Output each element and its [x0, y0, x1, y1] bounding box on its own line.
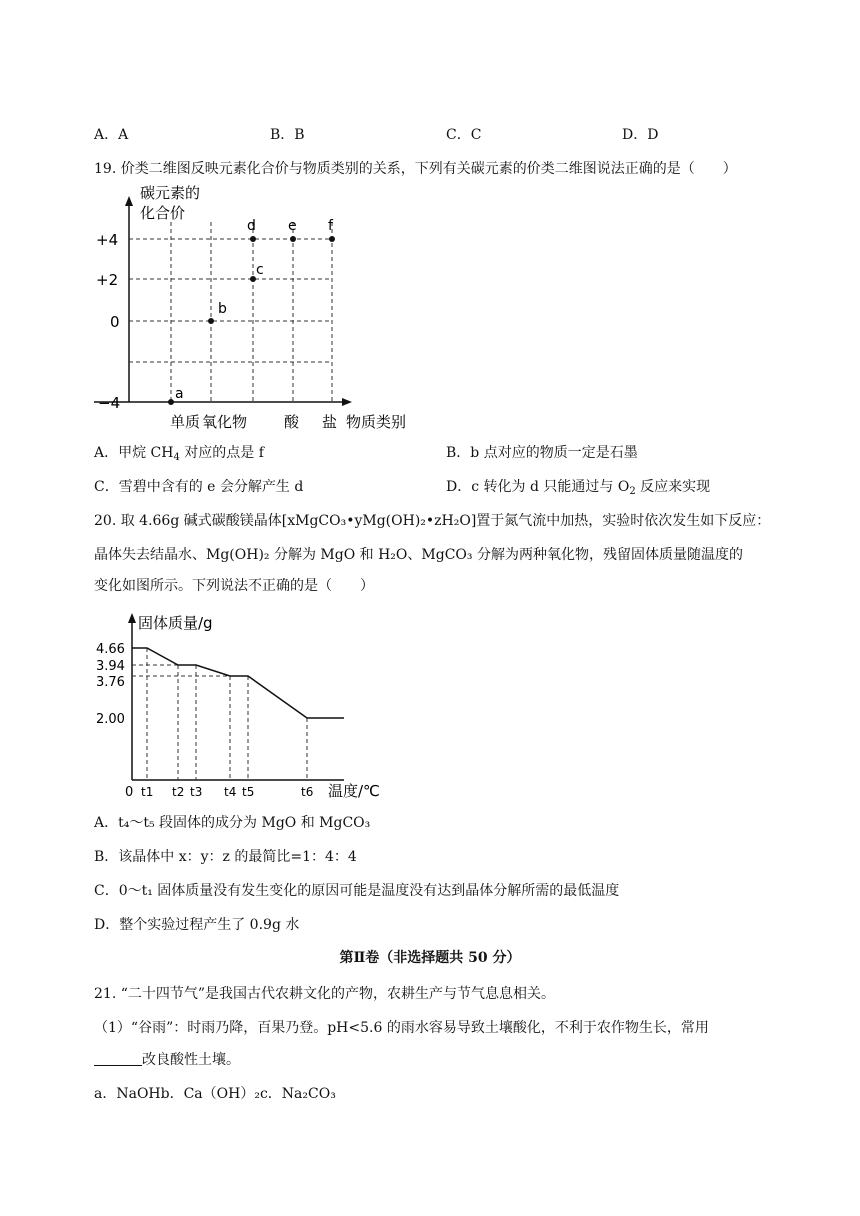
q19-ytick-0: 0	[110, 313, 120, 331]
q20-mass-curve	[132, 648, 344, 718]
q19-ylabel-2: 化合价	[140, 204, 186, 222]
q21-stem: 21. “二十四节气”是我国古代农耕文化的产物，农耕生产与节气息息相关。	[94, 986, 556, 1002]
q20-xtick-t1: t1	[141, 785, 154, 799]
q20-xtick-t2: t2	[172, 785, 185, 799]
q19-point-a	[168, 399, 174, 405]
q18-option-c: C．C	[446, 127, 482, 143]
q19-cat-1: 单质	[170, 413, 201, 431]
q20-ytick-200: 2.00	[96, 712, 125, 727]
q19-cat-3: 酸	[284, 413, 300, 431]
q20-ytick-466: 4.66	[96, 642, 125, 657]
q19-ytick-m4: −4	[98, 394, 121, 412]
q18-option-a: A．A	[94, 127, 129, 143]
q19-point-f	[329, 236, 335, 242]
q19-option-b: B．b 点对应的物质一定是石墨	[446, 445, 638, 461]
q20-ytick-394: 3.94	[96, 659, 125, 674]
q20-chart	[94, 604, 394, 800]
q19-cat-2: 氧化物	[202, 413, 248, 431]
answer-blank[interactable]	[94, 1051, 142, 1066]
q20-ylabel: 固体质量/g	[138, 614, 213, 632]
q20-y-arrow	[128, 613, 136, 623]
section-title: 第Ⅱ卷（非选择题共 50 分）	[339, 950, 521, 966]
q20-guides	[132, 648, 307, 780]
q19-point-c-label: c	[256, 262, 264, 278]
q20-stem-line2: 晶体失去结晶水、Mg(OH)₂ 分解为 MgO 和 H₂O、MgCO₃ 分解为两种氧化物，残留固体质量随温度的	[94, 547, 743, 563]
q19-point-d-label: d	[247, 218, 256, 234]
q20-xtick-t6: t6	[301, 785, 314, 799]
q20-xtick-t3: t3	[190, 785, 203, 799]
q19-point-d	[250, 236, 256, 242]
q19-grid	[129, 222, 332, 402]
q21-choices: a．NaOHb．Ca（OH）₂c．Na₂CO₃	[94, 1086, 336, 1102]
q19-xlabel: 物质类别	[346, 413, 407, 431]
q20-xtick-t5: t5	[242, 785, 255, 799]
q20-ytick-376: 3.76	[96, 675, 125, 690]
q19-y-arrow	[125, 196, 133, 206]
q19-ylabel-1: 碳元素的	[140, 184, 201, 202]
q20-xlabel: 温度/℃	[328, 782, 380, 800]
q19-x-arrow	[342, 398, 352, 406]
q19-point-b-label: b	[218, 301, 227, 317]
q19-ytick-p2: +2	[96, 271, 119, 289]
q20-xtick-t4: t4	[224, 785, 237, 799]
q19-cat-4: 盐	[322, 413, 338, 431]
q21-part1-line1: （1）“谷雨”：时雨乃降，百果乃登。pH<5.6 的雨水容易导致土壤酸化，不利于农作物生长，常用	[94, 1020, 709, 1036]
q19-point-e-label: e	[288, 218, 297, 234]
q19-option-c: C．雪碧中含有的 e 会分解产生 d	[94, 479, 304, 495]
q19-option-d: D．c 转化为 d 只能通过与 $O_2$ 反应来实现	[446, 479, 711, 497]
q20-option-c: C．0～t₁ 固体质量没有发生变化的原因可能是温度没有达到晶体分解所需的最低温度	[94, 883, 620, 899]
q19-point-a-label: a	[175, 386, 184, 402]
q19-point-f-label: f	[328, 218, 333, 234]
q21-part1-line2: 改良酸性土壤。	[94, 1049, 240, 1069]
q20-option-d: D．整个实验过程产生了 0.9g 水	[94, 917, 300, 933]
q20-stem-line3: 变化如图所示。下列说法不正确的是（ ）	[94, 578, 374, 594]
q19-chart	[94, 182, 434, 434]
q19-stem: 19. 价类二维图反映元素化合价与物质类别的关系，下列有关碳元素的价类二维图说法正确的是（ ）	[94, 161, 737, 177]
q18-option-b: B．B	[270, 127, 305, 143]
q19-point-b	[208, 318, 214, 324]
q18-option-d: D．D	[622, 127, 659, 143]
q20-option-b: B．该晶体中 x：y：z 的最简比=1：4：4	[94, 849, 357, 865]
q19-ytick-p4: +4	[96, 231, 119, 249]
q20-origin: 0	[125, 785, 134, 800]
q19-point-e	[290, 236, 296, 242]
q19-option-a: A．甲烷 $CH_4$ 对应的点是 f	[94, 445, 264, 463]
q20-stem-line1: 20. 取 4.66g 碱式碳酸镁晶体[xMgCO₃•yMg(OH)₂•zH₂O]置于氮气流中加热，实验时依次发生如下反应：	[94, 513, 771, 529]
q20-option-a: A．t₄～t₅ 段固体的成分为 MgO 和 MgCO₃	[94, 815, 371, 831]
